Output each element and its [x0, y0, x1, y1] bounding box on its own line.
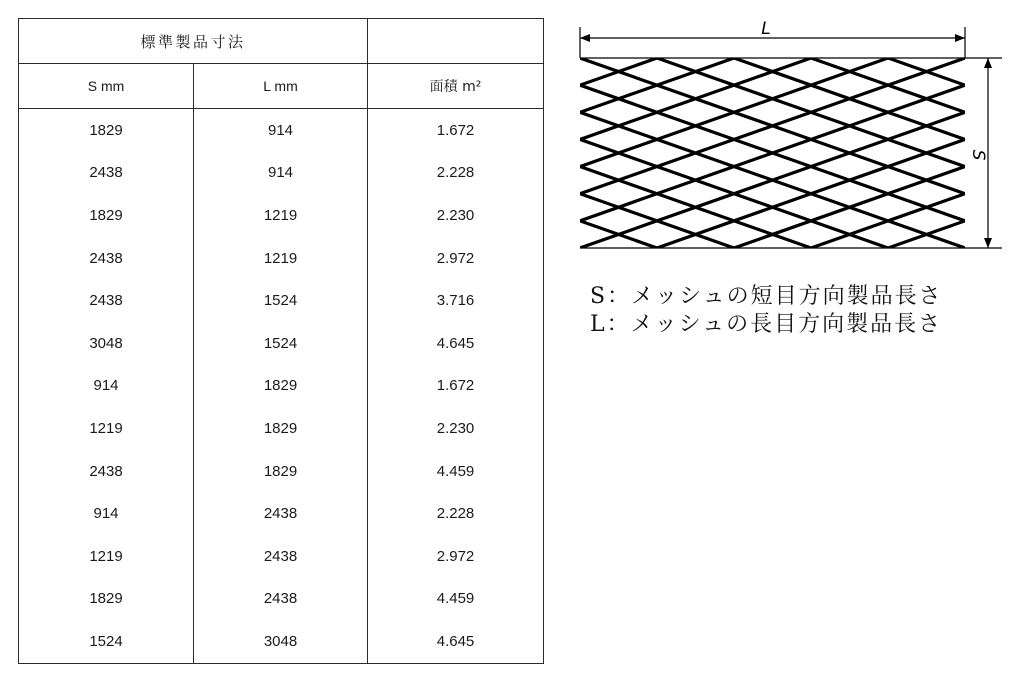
table-row [19, 322, 544, 365]
table-row [19, 279, 544, 322]
cell-area: 2.230 [368, 407, 544, 450]
cell-l: 1524 [194, 322, 368, 365]
mesh-panel [580, 15, 965, 265]
table-row [19, 620, 544, 663]
table-row [19, 109, 544, 152]
column-header-s: S mm [19, 64, 194, 109]
table-body [19, 109, 544, 664]
cell-l: 2438 [194, 535, 368, 578]
cell-area: 2.230 [368, 194, 544, 237]
table-row [19, 578, 544, 621]
table-header [19, 19, 544, 109]
column-header-area: 面積 m² [368, 64, 544, 109]
cell-area: 2.228 [368, 152, 544, 195]
table-row [19, 492, 544, 535]
cell-area: 4.645 [368, 620, 544, 663]
table-row [19, 450, 544, 493]
legend-line-l: L：メッシュの長目方向製品長さ [590, 312, 943, 337]
cell-l: 1524 [194, 279, 368, 322]
cell-l: 3048 [194, 620, 368, 663]
mesh-pattern [580, 15, 965, 265]
cell-area: 2.972 [368, 237, 544, 280]
cell-s: 2438 [19, 279, 194, 322]
header-row-columns [19, 64, 544, 109]
length-label: L [761, 19, 771, 39]
cell-l: 1219 [194, 237, 368, 280]
width-label: S [968, 149, 988, 161]
cell-l: 914 [194, 109, 368, 152]
cell-s: 1524 [19, 620, 194, 663]
cell-l: 1219 [194, 194, 368, 237]
table-row [19, 535, 544, 578]
table-row [19, 365, 544, 408]
header-row-group [19, 19, 544, 64]
table-group-header: 標準製品寸法 [19, 19, 368, 64]
cell-area: 1.672 [368, 365, 544, 408]
diagram-legend [590, 283, 943, 339]
cell-area: 4.645 [368, 322, 544, 365]
cell-s: 914 [19, 365, 194, 408]
table-row [19, 237, 544, 280]
cell-s: 914 [19, 492, 194, 535]
cell-l: 2438 [194, 492, 368, 535]
table-row [19, 194, 544, 237]
cell-s: 1219 [19, 535, 194, 578]
cell-area: 2.972 [368, 535, 544, 578]
header-blank-cell [368, 19, 544, 64]
dimension-table [18, 18, 544, 664]
cell-l: 2438 [194, 578, 368, 621]
cell-l: 1829 [194, 407, 368, 450]
cell-s: 3048 [19, 322, 194, 365]
cell-s: 1219 [19, 407, 194, 450]
cell-s: 1829 [19, 578, 194, 621]
cell-area: 2.228 [368, 492, 544, 535]
cell-s: 2438 [19, 152, 194, 195]
table-row [19, 152, 544, 195]
cell-s: 1829 [19, 109, 194, 152]
cell-s: 2438 [19, 450, 194, 493]
legend-line-s: S：メッシュの短目方向製品長さ [590, 284, 943, 309]
table-row [19, 407, 544, 450]
column-header-l: L mm [194, 64, 368, 109]
cell-l: 1829 [194, 450, 368, 493]
cell-l: 1829 [194, 365, 368, 408]
cell-s: 2438 [19, 237, 194, 280]
cell-area: 3.716 [368, 279, 544, 322]
cell-l: 914 [194, 152, 368, 195]
mesh-dimension-diagram [560, 15, 1015, 265]
cell-area: 4.459 [368, 450, 544, 493]
cell-area: 4.459 [368, 578, 544, 621]
cell-s: 1829 [19, 194, 194, 237]
cell-area: 1.672 [368, 109, 544, 152]
